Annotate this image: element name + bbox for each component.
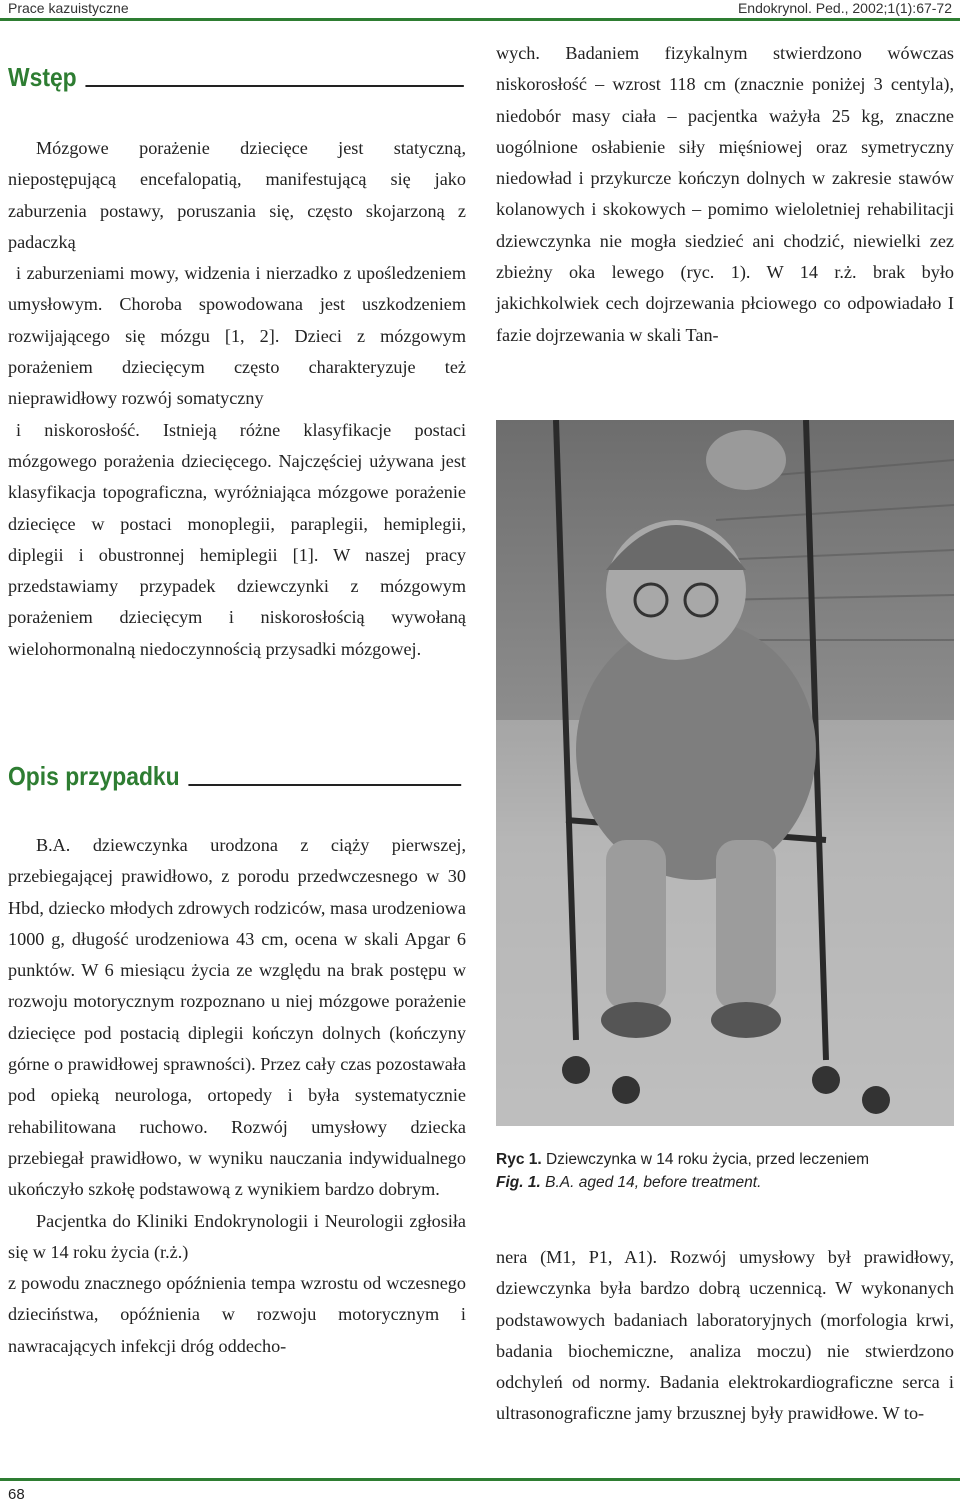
- case-heading-text: Opis przypadku: [8, 761, 180, 791]
- caption-english-label: Fig. 1.: [496, 1174, 541, 1191]
- intro-paragraph-2: i zaburzeniami mowy, widzenia i nierzadko z upośledzeniem umysłowym. Choroba spowodowana jest uszkodzeniem rozwijającego się mózgu [1, 2]. Dzieci z mózgowym porażeniem dziecięcym często charakteryzuje też nieprawidłowy rozwój somatyczny: [8, 263, 466, 409]
- patient-photo-illustration: [496, 420, 954, 1126]
- right-column-bottom-text: nera (M1, P1, A1). Rozwój umysłowy był prawidłowy, dziewczynka była bardzo dobrą uczennicą. W wykonanych podstawowych badaniach laboratoryjnych (morfologia krwi, badania biochemiczne, analiza moczu) nie stwierdzono odchyleń od normy. Badania elektrokardiograficzne serca i ultrasonograficzne jamy brzusznej były prawidłowe. W to-: [496, 1247, 954, 1424]
- case-paragraph-1: B.A. dziewczynka urodzona z ciąży pierwszej, przebiegającej prawidłowo, z porodu przedwczesnego w 30 Hbd, dziecko młodych zdrowych rodziców, masa urodzeniowa 1000 g, długość urodzeniowa 43 cm, ocena w skali Apgar 6 punktów. W 6 miesiącu życia ze względu na brak postępu w rozwoju motorycznym rozpoznano u niej mózgowe porażenie dziecięce pod postacią diplegii kończyn dolnych (kończyny górne o prawidłowej sprawności). Przez cały czas pozostawała pod opieką neurologa, ortopedy i była systematycznie rehabilitowana ruchowo. Rozwój umysłowy dziecka przebiegał prawidłowo, w wyniku nauczania indywidualnego ukończyło szkołę podstawową z wynikiem bardzo dobrym.: [8, 835, 466, 1200]
- intro-heading-rule: [85, 85, 463, 87]
- page-number: 68: [8, 1486, 25, 1503]
- caption-english: [496, 1171, 869, 1194]
- caption-english-text: B.A. aged 14, before treatment.: [545, 1174, 762, 1191]
- case-heading-rule: [188, 784, 461, 786]
- intro-body: [8, 133, 466, 665]
- caption-polish-label: Ryc 1.: [496, 1151, 542, 1168]
- patient-photo: [496, 420, 954, 1126]
- case-body: [8, 830, 466, 1362]
- intro-paragraph-3: i niskorosłość. Istnieją różne klasyfikacje postaci mózgowego porażenia dziecięcego. Najczęściej używana jest klasyfikacja topograficzna, wyróżniająca mózgowe porażenie dziecięce w postaci monoplegii, paraplegii, hemiplegii, diplegii i obustronnej hemiplegii [1]. W naszej pracy przedstawiamy przypadek dziewczynki z mózgowym porażeniem dziecięcym i niskorosłością wywołaną wielohormonalną niedoczynnością przysadki mózgowej.: [8, 419, 466, 659]
- case-paragraph-3: z powodu znacznego opóźnienia tempa wzrostu od wczesnego dzieciństwa, opóźnienia w rozwoju motorycznym i nawracających infekcji dróg oddecho-: [8, 1273, 466, 1356]
- caption-polish-text: Dziewczynka w 14 roku życia, przed leczeniem: [545, 1151, 870, 1168]
- header-rule: [0, 18, 960, 21]
- caption-polish: [496, 1148, 869, 1171]
- footer-rule: [0, 1478, 960, 1481]
- right-column-bottom: [496, 1242, 954, 1430]
- right-column-top: [496, 38, 954, 351]
- intro-heading-text: Wstęp: [8, 62, 77, 92]
- case-heading: [8, 761, 461, 792]
- intro-heading: [8, 62, 464, 93]
- journal-citation: Endokrynol. Ped., 2002;1(1):67-72: [737, 0, 952, 16]
- right-column-top-text: wych. Badaniem fizykalnym stwierdzono wówczas niskorosłość – wzrost 118 cm (znacznie poniżej 3 centyla), niedobór masy ciała – pacjentka ważyła 25 kg, znaczne uogólnione osłabienie siły mięśniowej oraz symetryczny niedowład i przykurcze kończyn dolnych w zakresie stawów kolanowych i skokowych – pomimo wieloletniej rehabilitacji dziewczynka nie mogła siedzieć ani chodzić, niewielki zez zbieżny oka lewego (ryc. 1). W 14 r.ż. brak było jakichkolwiek cech dojrzewania płciowego co odpowiadało I fazie dojrzewania w skali Tan-: [496, 43, 954, 345]
- journal-section-label: Prace kazuistyczne: [8, 0, 129, 16]
- figure-caption: [496, 1148, 869, 1194]
- case-paragraph-2: Pacjentka do Kliniki Endokrynologii i Neurologii zgłosiła się w 14 roku życia (r.ż.): [8, 1210, 466, 1262]
- intro-paragraph-1: Mózgowe porażenie dziecięce jest statyczną, niepostępującą encefalopatią, manifestującą się jako zaburzenia postawy, poruszania się, często skojarzoną z padaczką: [8, 138, 466, 252]
